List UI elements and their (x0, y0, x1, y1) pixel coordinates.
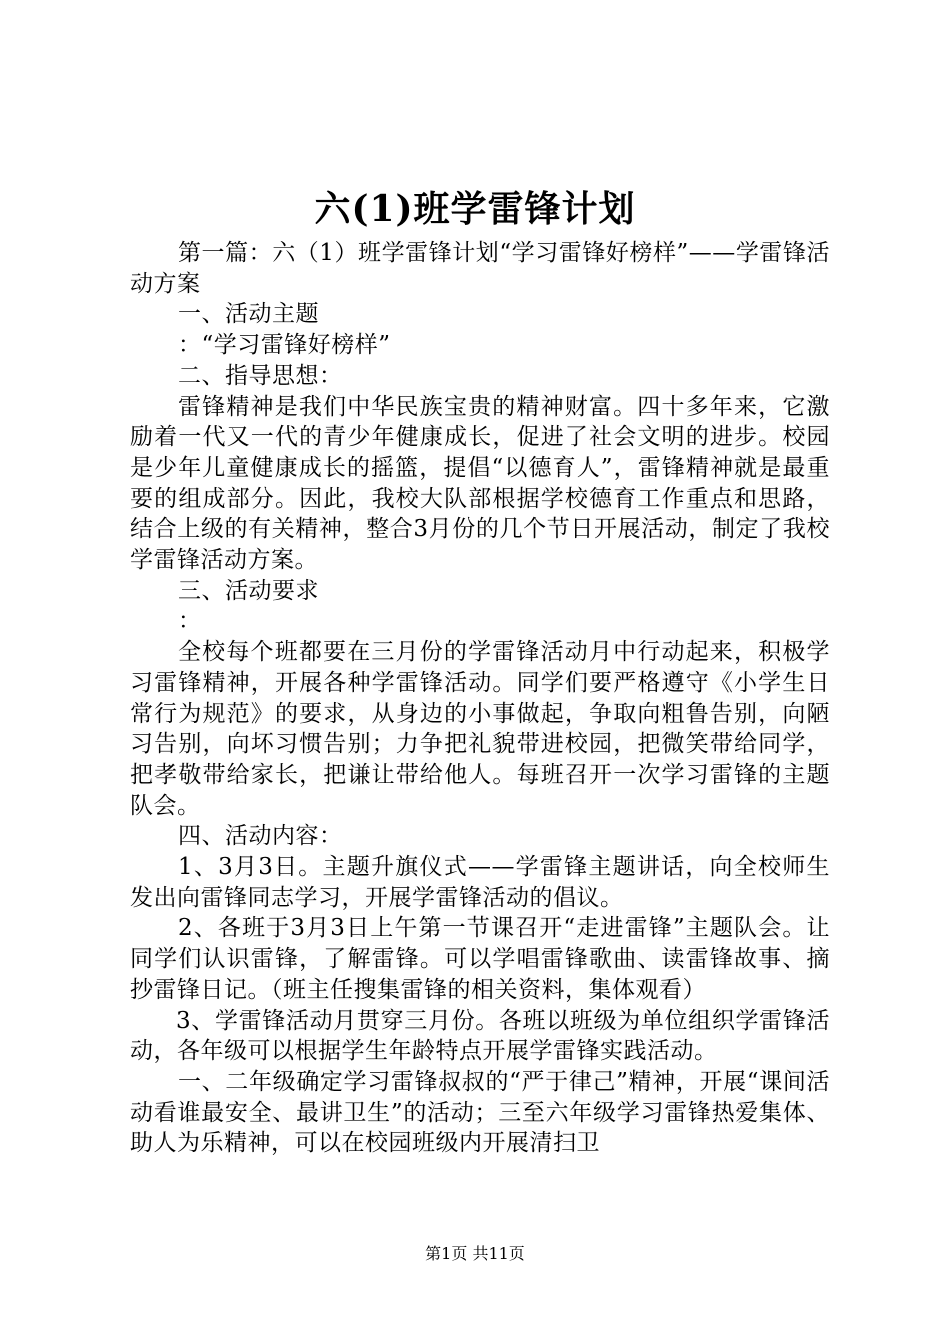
paragraph-colon: ： (178, 608, 202, 635)
page-footer: 第1页 共11页 (425, 1244, 525, 1263)
section-heading-theme: 一、活动主题 (178, 301, 319, 328)
paragraph-grades: 一、二年级确定学习雷锋叔叔的“严于律己”精神，开展“课间活动看谁最安全、最讲卫生”的活动；三至六年级学习雷锋热爱集体、助人为乐精神，可以在校园班级内开展清扫卫 (130, 1068, 830, 1157)
section-heading-requirements: 三、活动要求 (178, 577, 319, 604)
document-title: 六(1)班学雷锋计划 (314, 188, 636, 230)
paragraph-item-3: 3、学雷锋活动月贯穿三月份。各班以班级为单位组织学雷锋活动，各年级可以根据学生年龄特点开展学雷锋实践活动。 (130, 1007, 830, 1065)
section-heading-guiding: 二、指导思想： (178, 362, 343, 389)
paragraph-requirements: 全校每个班都要在三月份的学雷锋活动月中行动起来，积极学习雷锋精神，开展各种学雷锋活动。同学们要严格遵守《小学生日常行为规范》的要求，从身边的小事做起，争取向粗鲁告别，向陋习告别，向坏习惯告别；力争把礼貌带进校园，把微笑带给同学，把孝敬带给家长，把谦让带给他人。每班召开一次学习雷锋的主题队会。 (130, 639, 830, 819)
paragraph-item-1: 1、3月3日。主题升旗仪式——学雷锋主题讲话，向全校师生发出向雷锋同志学习，开展学雷锋活动的倡议。 (130, 854, 830, 911)
section-heading-content: 四、活动内容： (178, 823, 343, 850)
paragraph-guiding: 雷锋精神是我们中华民族宝贵的精神财富。四十多年来，它激励着一代又一代的青少年健康成长，促进了社会文明的进步。校园是少年儿童健康成长的摇篮，提倡“以德育人”，雷锋精神就是最重要的组成部分。因此，我校大队部根据学校德育工作重点和思路，结合上级的有关精神，整合3月份的几个节日开展活动，制定了我校学雷锋活动方案。 (130, 393, 830, 574)
document-body (130, 238, 830, 1159)
paragraph-theme: ：“学习雷锋好榜样” (178, 332, 391, 359)
paragraph-item-2: 2、各班于3月3日上午第一节课召开“走进雷锋”主题队会。让同学们认识雷锋，了解雷锋。可以学唱雷锋歌曲、读雷锋故事、摘抄雷锋日记。（班主任搜集雷锋的相关资料，集体观看） (130, 915, 830, 1003)
paragraph-intro: 第一篇：六（1）班学雷锋计划“学习雷锋好榜样”——学雷锋活动方案 (130, 240, 830, 297)
